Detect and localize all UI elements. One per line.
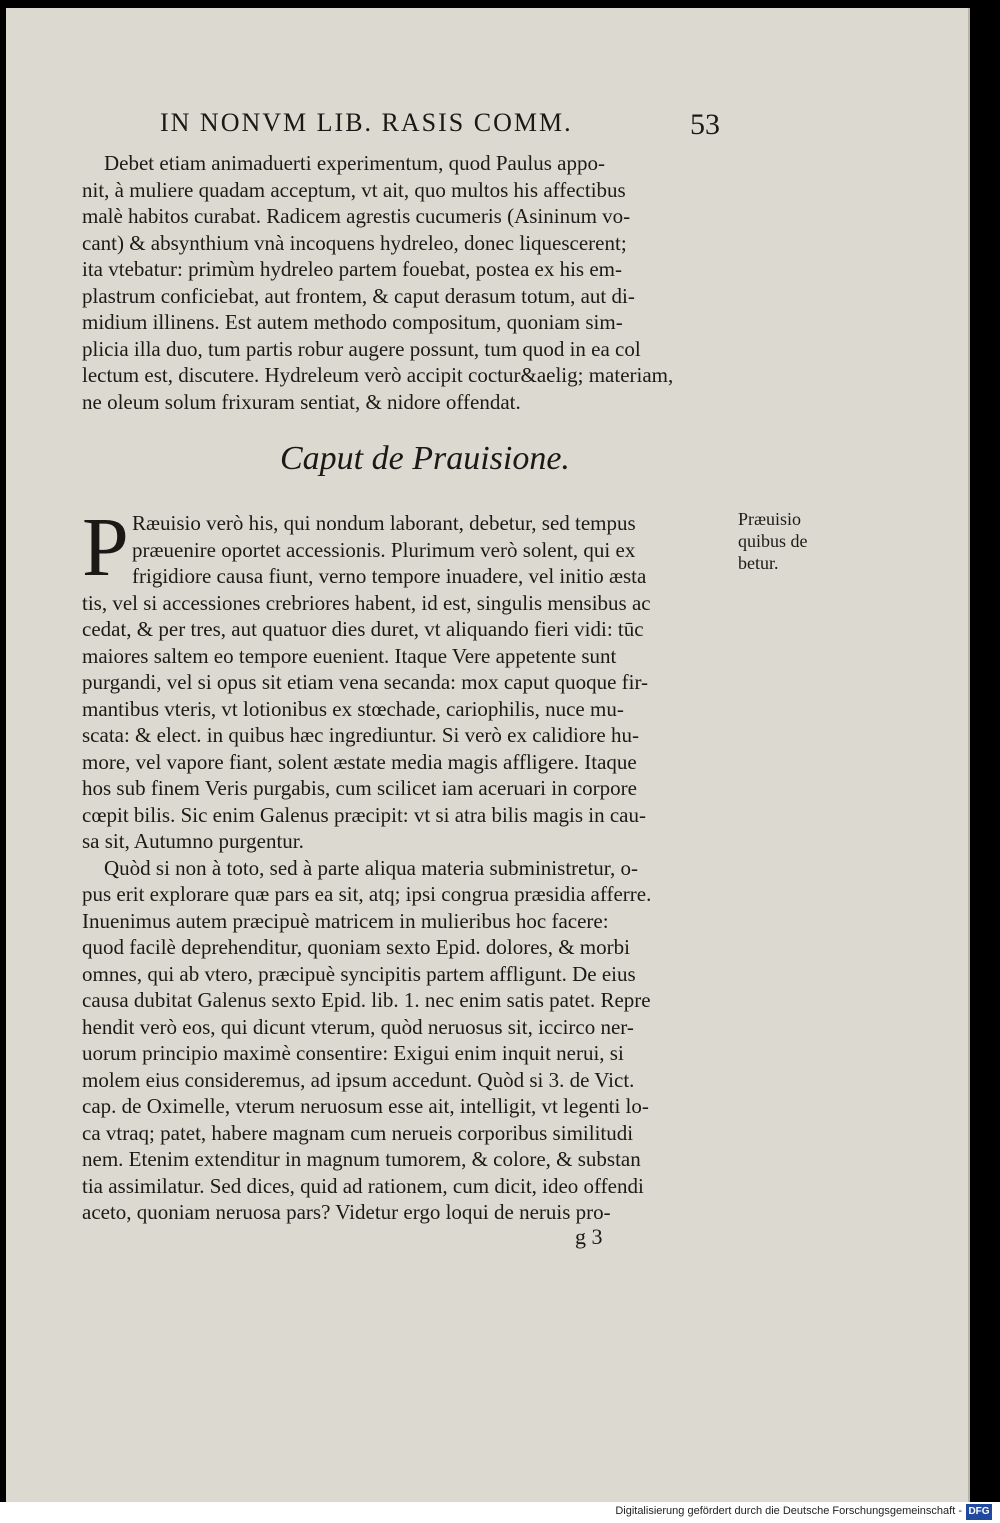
text-line: molem eius consideremus, ad ipsum accedunt. Quòd si 3. de Vict.	[82, 1067, 635, 1092]
text-line: plastrum conficiebat, aut frontem, & caput derasum totum, aut di-	[82, 283, 635, 308]
text-line: ita vtebatur: primùm hydreleo partem fouebat, postea ex his em-	[82, 257, 622, 281]
text-line: cedat, & per tres, aut quatuor dies duret, vt aliquando fieri vidi: tūc	[82, 617, 644, 641]
chapter-title: Caput de Prauisione.	[280, 440, 570, 477]
text-line: midium illinens. Est autem methodo compositum, quoniam sim-	[82, 310, 623, 334]
text-line: causa dubitat Galenus sexto Epid. lib. 1. nec enim satis patet. Repre	[82, 988, 651, 1012]
text-line: uorum principio maximè consentire: Exigui enim inquit nerui, si	[82, 1041, 624, 1065]
text-line: hendit verò eos, qui dicunt vterum, quòd neruosus sit, iccirco ner-	[82, 1014, 634, 1039]
text-line: lectum est, discutere. Hydreleum verò accipit coctur&aelig; materiam,	[82, 363, 674, 387]
signature-mark: g 3	[575, 1224, 603, 1249]
text-line: purgandi, vel si opus sit etiam vena secanda: mox caput quoque fir-	[82, 670, 649, 694]
margin-note-line: Præuisio	[738, 509, 802, 529]
text-line: præuenire oportet accessionis. Plurimum verò solent, qui ex	[132, 537, 636, 562]
funding-credit: Digitalisierung gefördert durch die Deutsche Forschungsgemeinschaft -	[615, 1505, 962, 1517]
dfg-logo[interactable]: DFG	[966, 1504, 992, 1520]
text-line: malè habitos curabat. Radicem agrestis cucumeris (Asininum vo-	[82, 204, 631, 228]
text-line: plicia illa duo, tum partis robur augere possunt, tum quod in ea col	[82, 336, 641, 361]
text-line: ca vtraq; patet, habere magnam cum nerueis corporibus similitudi	[82, 1120, 634, 1145]
text-line: cant) & absynthium vnà incoquens hydreleo, donec liquescerent;	[82, 230, 627, 255]
drop-capital: P	[82, 501, 129, 594]
text-line: cœpit bilis. Sic enim Galenus præcipit: vt si atra bilis magis in cau-	[82, 802, 646, 827]
text-line: Quòd si non à toto, sed à parte aliqua materia subministretur, o-	[104, 855, 638, 880]
text-line: mantibus vteris, vt lotionibus ex stœchade, cariophilis, nuce mu-	[82, 696, 624, 721]
text-line: aceto, quoniam neruosa pars? Videtur ergo loqui de neruis pro-	[82, 1200, 611, 1224]
text-line: Inuenimus autem præcipuè matricem in mulieribus hoc facere:	[82, 908, 609, 933]
text-line: nem. Etenim extenditur in magnum tumorem, & colore, & substan	[82, 1147, 641, 1171]
margin-note	[738, 508, 808, 574]
text-line: maiores saltem eo tempore euenient. Itaque Vere appetente sunt	[82, 643, 617, 668]
text-line: pus erit explorare quæ pars ea sit, atq; ipsi congrua præsidia afferre.	[82, 882, 652, 906]
text-line: scata: & elect. in quibus hæc ingrediuntur. Si verò ex calidiore hu-	[82, 723, 639, 747]
text-line: nit, à muliere quadam acceptum, vt ait, quo multos his affectibus	[82, 177, 626, 202]
paragraph-2	[82, 510, 732, 1226]
running-title: IN NONVM LIB. RASIS COMM.	[160, 108, 573, 137]
text-line: more, vel vapore fiant, solent æstate media magis affligere. Itaque	[82, 749, 637, 774]
page-number: 53	[690, 108, 720, 141]
text-line: cap. de Oximelle, vterum neruosum esse ait, intelligit, vt legenti lo-	[82, 1094, 649, 1118]
text-line: ne oleum solum frixuram sentiat, & nidore offendat.	[82, 389, 521, 414]
text-line: sa sit, Autumno purgentur.	[82, 829, 304, 853]
text-line: frigidiore causa fiunt, verno tempore inuadere, vel initio æsta	[132, 564, 647, 588]
text-line: tis, vel si accessiones crebriores habent, id est, singulis mensibus ac	[82, 590, 651, 615]
margin-note-line: quibus de	[738, 531, 808, 551]
text-line: tia assimilatur. Sed dices, quid ad rationem, cum dicit, ideo offendi	[82, 1173, 644, 1198]
running-header	[150, 108, 750, 144]
text-line: Ræuisio verò his, qui nondum laborant, debetur, sed tempus	[132, 511, 636, 535]
paragraph-1	[82, 150, 732, 415]
text-line: quod facilè deprehenditur, quoniam sexto Epid. dolores, & morbi	[82, 935, 630, 959]
footer-bar	[0, 1502, 1000, 1523]
text-line: omnes, qui ab vtero, præcipuè syncipitis partem affligunt. De eius	[82, 961, 636, 986]
margin-note-line: betur.	[738, 553, 779, 573]
text-line: hos sub finem Veris purgabis, cum scilicet iam aceruari in corpore	[82, 776, 637, 800]
text-line: Debet etiam animaduerti experimentum, quod Paulus appo-	[104, 151, 605, 175]
